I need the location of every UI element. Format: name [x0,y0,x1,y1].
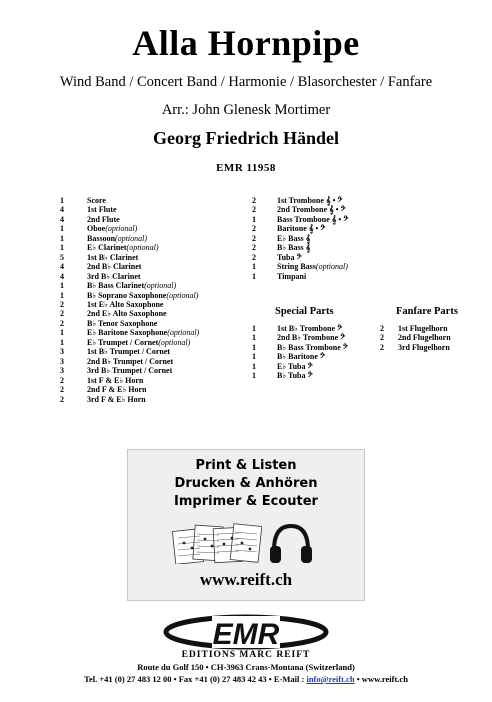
part-optional-note: (optional) [167,328,200,338]
part-name: Score [87,196,106,205]
part-name: 3rd Flugelhorn [398,342,450,352]
part-row [252,272,348,281]
part-row [60,215,199,224]
part-optional-note: (optional) [115,233,148,243]
part-name: String Bass [277,262,316,272]
part-row [60,347,199,356]
catalog-number: EMR 11958 [216,162,276,174]
arranger-credit: Arr.: John Glenesk Mortimer [161,102,331,118]
part-count: 1 [252,262,256,272]
part-name: B♭ Tuba 𝄢 [277,371,313,381]
page-title: Alla Hornpipe [132,23,360,63]
part-count: 1 [252,214,256,224]
part-row [60,328,199,337]
sheet-music-icon [172,522,262,564]
part-count: 2 [380,333,384,343]
part-row [380,324,451,333]
part-count: 1 [252,371,256,381]
part-row [60,319,199,328]
emr-logo [160,612,332,652]
part-row [252,243,348,252]
part-count: 1 [252,333,256,343]
part-name: 1st Trombone 𝄞 • 𝄢 [277,196,343,205]
part-count: 2 [252,205,256,215]
part-optional-note: (optional) [144,281,177,291]
part-row [60,272,199,281]
part-optional-note: (optional) [126,243,159,253]
part-name: Oboe [87,224,106,234]
part-row [252,352,348,361]
special-parts-list [252,324,348,381]
promo-line-english: Print & Listen [195,458,297,473]
part-count: 1 [60,328,64,338]
part-name: 2nd E♭ Alto Saxophone [87,309,167,319]
part-count: 1 [60,337,64,347]
part-count: 1 [252,324,256,333]
part-name: 2nd Trombone 𝄞 • 𝄢 [277,205,346,215]
special-parts-heading: Special Parts [275,306,334,317]
part-count: 5 [60,252,64,262]
fanfare-parts-heading: Fanfare Parts [396,306,458,317]
part-row [60,395,199,404]
part-row [252,343,348,352]
part-name: 1st B♭ Clarinet [87,252,139,262]
part-name: 1st E♭ Alto Saxophone [87,299,164,309]
part-count: 4 [60,214,64,224]
publisher-contact [0,674,492,684]
part-count: 1 [252,271,256,281]
part-row [60,338,199,347]
part-count: 2 [60,394,64,404]
parts-list-left [60,196,199,404]
part-name: E♭ Baritone Saxophone [87,328,168,338]
part-name: B♭ Soprano Saxophone [87,290,167,300]
part-optional-note: (optional) [158,337,191,347]
part-name: B♭ Bass Trombone 𝄢 [277,342,348,352]
part-count: 1 [60,233,64,243]
part-name: 1st F & E♭ Horn [87,375,144,385]
part-row [252,362,348,371]
publisher-address: Route du Golf 150 • CH-3963 Crans-Montana (Switzerland) [137,662,355,672]
part-name: 1st Flugelhorn [398,324,448,333]
part-count: 4 [60,262,64,272]
part-name: 2nd F & E♭ Horn [87,385,147,395]
part-name: Tuba 𝄢 [277,252,302,262]
fanfare-parts-list [380,324,451,352]
part-row [60,253,199,262]
promo-line-french: Imprimer & Ecouter [174,494,318,509]
part-count: 2 [60,309,64,319]
part-name: Bass Trombone 𝄞 • 𝄢 [277,214,349,224]
part-row [252,215,348,224]
part-name: E♭ Clarinet [87,243,127,253]
part-count: 4 [60,205,64,215]
part-count: 2 [60,375,64,385]
part-name: 2nd Flute [87,214,120,224]
part-count: 1 [60,281,64,291]
part-count: 2 [380,342,384,352]
part-name: 3rd B♭ Clarinet [87,271,141,281]
part-name: Baritone 𝄞 • 𝄢 [277,224,326,234]
part-name: 3rd B♭ Trumpet / Cornet [87,366,173,376]
part-row [60,291,199,300]
publisher-name: EDITIONS MARC REIFT [181,650,311,660]
part-row [60,196,199,205]
part-row [60,357,199,366]
part-row [60,262,199,271]
part-row [252,234,348,243]
part-name: B♭ Bass 𝄞 [277,243,311,253]
part-count: 1 [252,361,256,371]
part-row [60,376,199,385]
promo-line-german: Drucken & Anhören [174,476,318,491]
part-count: 2 [60,385,64,395]
part-row [380,343,451,352]
parts-list-right [252,196,348,281]
part-row [60,366,199,375]
ensemble-subtitle: Wind Band / Concert Band / Harmonie / Blasorchester / Fanfare [59,74,433,90]
part-optional-note: (optional) [166,290,199,300]
part-count: 2 [380,324,384,333]
part-row [252,205,348,214]
part-row [252,262,348,271]
part-name: 1st B♭ Trombone 𝄢 [277,324,343,333]
part-count: 1 [60,196,64,205]
part-row [60,224,199,233]
part-name: Timpani [277,271,307,281]
part-count: 2 [252,252,256,262]
part-count: 4 [60,271,64,281]
part-name: 2nd B♭ Trumpet / Cornet [87,356,174,366]
part-count: 1 [60,243,64,253]
part-row [60,205,199,214]
part-name: B♭ Tenor Saxophone [87,318,158,328]
part-count: 2 [252,243,256,253]
headphones-icon [266,520,316,566]
logo-text: EMR [212,618,280,651]
part-count: 2 [252,233,256,243]
part-count: 2 [60,299,64,309]
part-optional-note: (optional) [105,224,138,234]
part-name: B♭ Baritone 𝄢 [277,352,326,362]
part-count: 2 [252,196,256,205]
part-name: Bassoon [87,233,116,243]
part-name: 1st B♭ Trumpet / Cornet [87,347,171,357]
part-row [252,371,348,380]
composer-name: Georg Friedrich Händel [153,128,339,148]
part-row [60,243,199,252]
part-name: 2nd B♭ Trombone 𝄢 [277,333,346,343]
part-row [252,333,348,342]
part-name: E♭ Tuba 𝄢 [277,361,313,371]
part-name: 3rd F & E♭ Horn [87,394,146,404]
part-count: 3 [60,347,64,357]
contact-email-link[interactable]: info@reift.ch [306,674,355,684]
part-row [60,385,199,394]
part-row [60,281,199,290]
contact-phone-fax: Tel. +41 (0) 27 483 12 00 • Fax +41 (0) 27 483 42 43 • E-Mail : [84,674,307,684]
part-name: 2nd Flugelhorn [398,333,451,343]
part-optional-note: (optional) [315,262,348,272]
part-row [380,333,451,342]
part-row [252,224,348,233]
part-count: 1 [60,224,64,234]
part-name: E♭ Trumpet / Cornet [87,337,159,347]
part-count: 3 [60,356,64,366]
part-row [60,309,199,318]
part-row [252,253,348,262]
part-name: E♭ Bass 𝄞 [277,233,311,243]
part-name: 1st Flute [87,205,117,215]
part-row [60,234,199,243]
part-count: 1 [60,290,64,300]
part-name: B♭ Bass Clarinet [87,281,145,291]
part-row [60,300,199,309]
part-count: 1 [252,352,256,362]
part-count: 1 [252,342,256,352]
promo-website[interactable]: www.reift.ch [199,570,293,589]
part-count: 2 [60,318,64,328]
contact-website: • www.reift.ch [354,674,408,684]
part-count: 2 [252,224,256,234]
print-listen-box[interactable] [127,449,365,601]
part-name: 2nd B♭ Clarinet [87,262,142,272]
part-count: 3 [60,366,64,376]
